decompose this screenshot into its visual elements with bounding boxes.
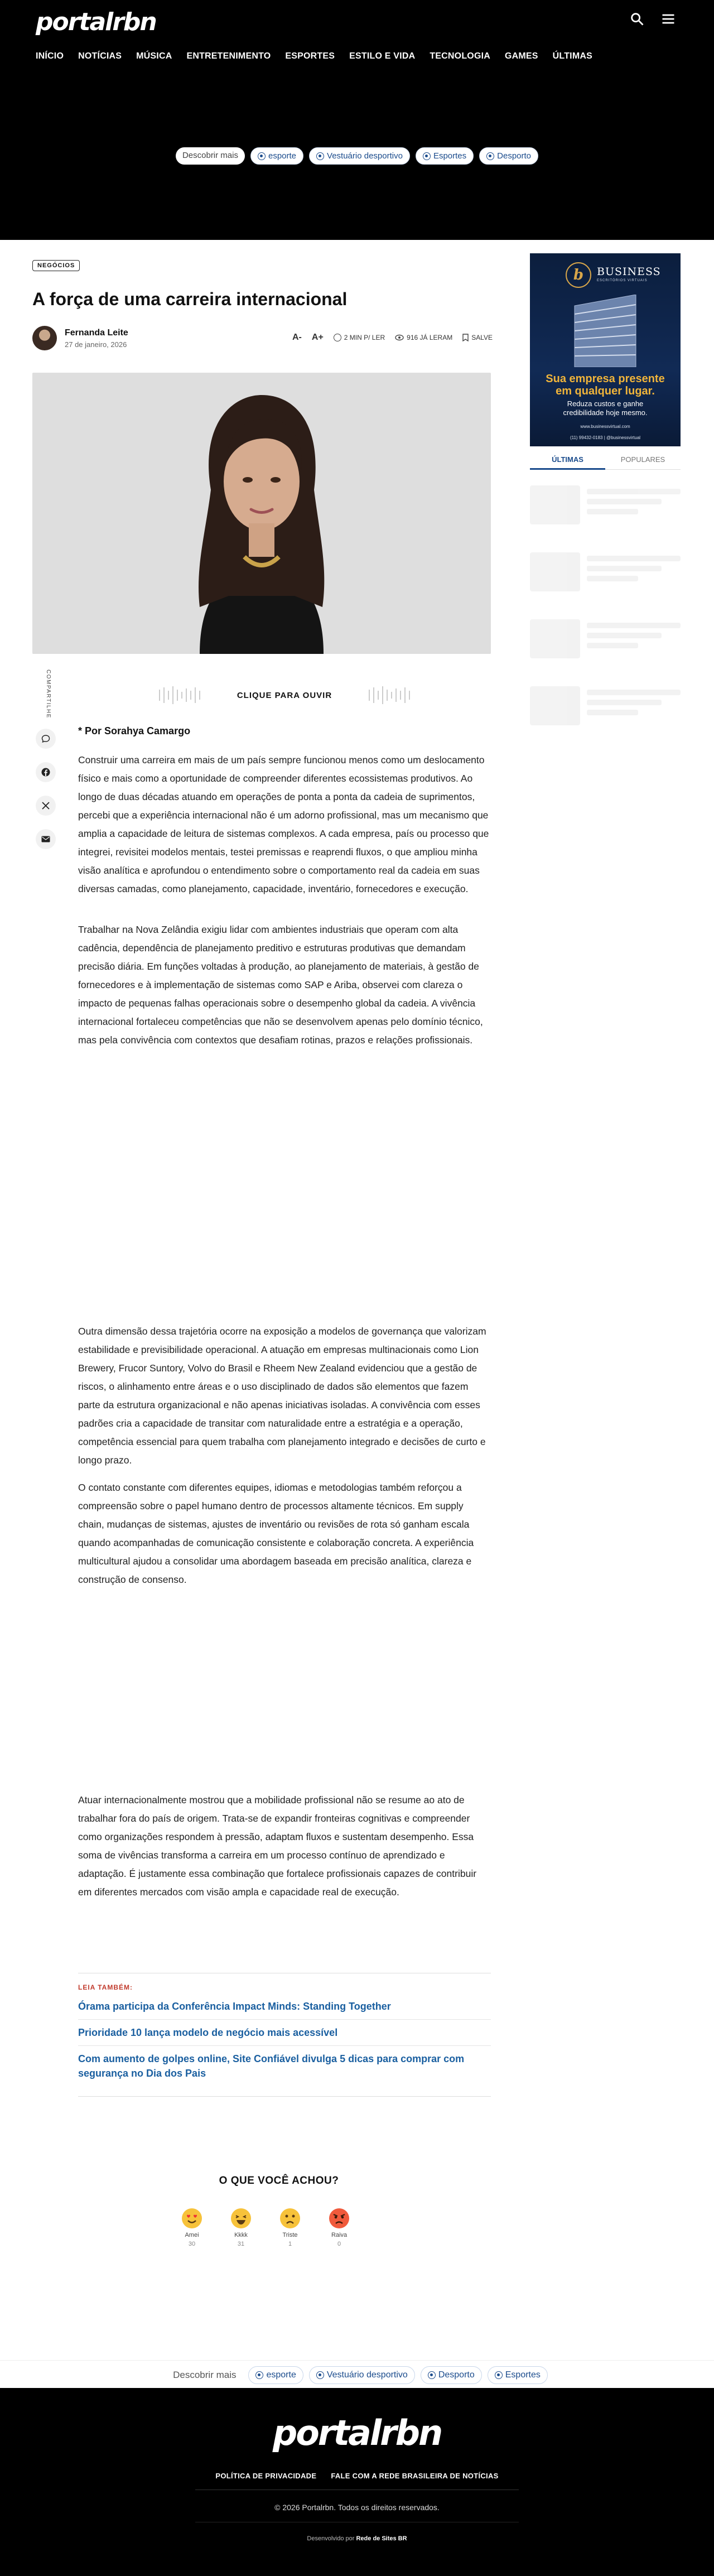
font-increase-button[interactable]: A+ <box>311 333 324 342</box>
article-title: A força de uma carreira internacional <box>32 289 348 309</box>
tab-ultimas[interactable]: ÚLTIMAS <box>530 451 605 470</box>
listen-audio-button[interactable] <box>156 684 413 706</box>
contact-link[interactable]: FALE COM A REDE BRASILEIRA DE NOTÍCIAS <box>331 2472 499 2480</box>
clock-icon <box>334 334 341 341</box>
laugh-emoji-icon <box>231 2208 251 2228</box>
email-icon <box>41 836 50 842</box>
reaction-love[interactable]: Amei 30 <box>178 2208 205 2247</box>
discover-chip[interactable]: Vestuário desportivo <box>309 2366 415 2384</box>
ad-brand: BUSINESS <box>597 266 661 278</box>
footer-logo[interactable]: portalrbn <box>272 2413 442 2453</box>
comment-icon <box>41 734 50 743</box>
discover-chip[interactable]: Desporto <box>479 147 538 165</box>
site-logo[interactable]: portalrbn <box>36 8 156 36</box>
sidebar-tabs <box>530 451 681 470</box>
publish-date: 27 de janeiro, 2026 <box>65 340 127 349</box>
article-paragraph: O contato constante com diferentes equipes, idiomas e metodologias também reforçou a compreensão sobre o papel humano dentro de processos altamente técnicos. Em supply chain, mudanças de sistemas, ajustes de inventário ou revisões de rota só ganham escala quando acompanhadas de comunicação consistente e colaboração concreta. A experiência multicultural ajudou a consolidar uma abordagem baseada em precisão analítica, clareza e construção de consenso. <box>78 1482 474 1585</box>
nav-item-inicio[interactable]: INÍCIO <box>36 51 64 61</box>
nav-item-noticias[interactable]: NOTÍCIAS <box>78 51 122 61</box>
discover-chip[interactable]: Vestuário desportivo <box>309 147 410 165</box>
share-label: COMPARTILHE <box>45 670 51 719</box>
font-decrease-button[interactable]: A- <box>292 333 302 342</box>
site-header <box>0 0 714 240</box>
reaction-laugh[interactable]: Kkkk 31 <box>228 2208 254 2247</box>
portrait-illustration <box>32 373 491 654</box>
share-email-button[interactable] <box>36 829 56 849</box>
author-name[interactable]: Fernanda Leite <box>65 328 128 338</box>
sidebar-news-placeholder <box>530 686 681 731</box>
nav-item-tecnologia[interactable]: TECNOLOGIA <box>430 51 490 61</box>
nav-item-musica[interactable]: MÚSICA <box>136 51 172 61</box>
discover-chip[interactable]: esporte <box>248 2366 303 2384</box>
sad-emoji-icon <box>280 2208 300 2228</box>
copyright: © 2026 Portalrbn. Todos os direitos reservados. <box>274 2503 440 2512</box>
discover-more-bar <box>0 147 714 165</box>
share-facebook-button[interactable] <box>36 762 56 782</box>
x-icon <box>42 802 50 810</box>
ad-url: www.businessvirtual.com <box>580 424 630 429</box>
bottom-discover-bar <box>0 2360 714 2390</box>
discover-chip[interactable]: Esportes <box>416 147 474 165</box>
readers-count: 916 JÁ LERAM <box>395 334 452 341</box>
compass-icon <box>428 2371 436 2379</box>
sidebar-ad[interactable] <box>530 253 681 446</box>
discover-more-label: Descobrir mais <box>176 147 245 165</box>
search-icon[interactable] <box>629 11 645 27</box>
facebook-icon <box>41 768 50 777</box>
sidebar-news-placeholder <box>530 485 681 530</box>
bookmark-icon <box>462 334 469 341</box>
love-emoji-icon <box>182 2208 202 2228</box>
reactions-bar <box>178 2208 353 2247</box>
nav-item-entretenimento[interactable]: ENTRETENIMENTO <box>186 51 271 61</box>
article-paragraph: Outra dimensão dessa trajetória ocorre na exposição a modelos de governança que valorizam estabilidade e previsibilidade operacional. A atuação em empresas multinacionais como Lion Brewery, Frucor Suntory, Volvo do Brasil e Rheem New Zealand evidenciou que a gestão de riscos, o alinhamento entre áreas e o uso disciplinado de dados são elementos que fazem parte da estrutura organizacional e não apenas iniciativas isoladas. A convivência com esses padrões cria a capacidade de transitar com naturalidade entre a estratégia e a operação, competência essencial para quem trabalha com planejamento integrado e decisões de curto e longo prazo. <box>78 1326 486 1466</box>
compass-icon <box>495 2371 503 2379</box>
nav-item-estilo-e-vida[interactable]: ESTILO E VIDA <box>349 51 416 61</box>
developer-link[interactable]: Rede de Sites BR <box>356 2535 407 2542</box>
sidebar-news-placeholder <box>530 619 681 664</box>
compass-icon <box>316 152 324 160</box>
read-more-title: LEIA TAMBÉM: <box>78 1983 133 1991</box>
privacy-policy-link[interactable]: POLÍTICA DE PRIVACIDADE <box>215 2472 317 2480</box>
read-more-link[interactable]: Com aumento de golpes online, Site Confiável divulga 5 dicas para comprar com segurança no Dia dos Pais <box>78 2053 465 2079</box>
share-x-button[interactable] <box>36 796 56 816</box>
ad-logo: b <box>566 262 591 288</box>
discover-chip[interactable]: Desporto <box>421 2366 482 2384</box>
ad-phone: (11) 99432-0183 | @businessvirtual <box>570 435 641 440</box>
site-footer <box>0 2388 714 2576</box>
compass-icon <box>316 2371 324 2379</box>
ad-subbrand: ESCRITÓRIOS VIRTUAIS <box>597 279 648 282</box>
reaction-sad[interactable]: Triste 1 <box>277 2208 303 2247</box>
building-illustration <box>563 295 647 367</box>
read-time: 2 MIN P/ LER <box>334 334 385 341</box>
article-hero-image <box>32 373 491 654</box>
main-nav <box>36 51 607 61</box>
discover-chip[interactable]: Esportes <box>488 2366 548 2384</box>
tab-populares[interactable]: POPULARES <box>605 451 681 470</box>
read-more-box <box>78 1973 491 2097</box>
ad-text: Reduza custos e ganhe credibilidade hoje mesmo. <box>563 399 648 417</box>
hamburger-menu-icon[interactable] <box>660 11 676 27</box>
discover-chip[interactable]: esporte <box>250 147 303 165</box>
article-tools <box>292 333 493 343</box>
read-more-link[interactable]: Prioridade 10 lança modelo de negócio mais acessível <box>78 2025 491 2046</box>
listen-label: CLIQUE PARA OUVIR <box>231 691 337 700</box>
save-button[interactable]: SALVE <box>462 334 493 341</box>
angry-emoji-icon <box>329 2208 349 2228</box>
reaction-angry[interactable]: Raiva 0 <box>326 2208 353 2247</box>
nav-item-games[interactable]: GAMES <box>505 51 538 61</box>
nav-item-esportes[interactable]: ESPORTES <box>285 51 335 61</box>
footer-links <box>0 2472 714 2480</box>
article-paragraph: Trabalhar na Nova Zelândia exigiu lidar com ambientes industriais que operam com alta cadência, dependência de planejamento preditivo e estruturas produtivas que demandam precisão diária. Em funções voltadas à produção, ao planejamento de materiais, à gestão de fornecedores e à implementação de sistemas como SAP e Ariba, observei com clareza o impacto de pequenas falhas operacionais sobre o desempenho global da cadeia. A vivência internacional fortaleceu competências que não se desenvolvem apenas pelo domínio técnico, mas pela convivência com contextos que desafiam rotinas, prazos e relações profissionais. <box>78 924 483 1046</box>
author-avatar <box>32 326 57 350</box>
compass-icon <box>423 152 431 160</box>
compass-icon <box>486 152 494 160</box>
compass-icon <box>255 2371 263 2379</box>
read-more-link[interactable]: Órama participa da Conferência Impact Minds: Standing Together <box>78 1999 491 2020</box>
category-badge[interactable]: NEGÓCIOS <box>32 260 80 271</box>
discover-more-label: Descobrir mais <box>173 2370 237 2380</box>
ad-headline: Sua empresa presente em qualquer lugar. <box>546 373 665 397</box>
eye-icon <box>395 334 404 341</box>
sidebar-news-placeholder <box>530 552 681 597</box>
article-paragraph: Atuar internacionalmente mostrou que a mobilidade profissional não se resume ao ato de trabalhar fora do país de origem. Trata-se de expandir fronteiras cognitivas e compreender como organizações respondem à pressão, adaptam fluxos e sustentam desempenho. Essa soma de vivências transforma a carreira em um processo contínuo de aprendizado e adaptação. É justamente essa combinação que fortalece profissionais capazes de contribuir em diferentes mercados com visão ampla e capacidade real de execução. <box>78 1794 477 1898</box>
nav-item-ultimas[interactable]: ÚLTIMAS <box>552 51 592 61</box>
developer-credit: Desenvolvido por Rede de Sites BR <box>307 2535 407 2542</box>
article-byline: * Por Sorahya Camargo <box>78 725 191 736</box>
share-comment-button[interactable] <box>36 729 56 749</box>
reactions-title: O QUE VOCÊ ACHOU? <box>219 2175 339 2187</box>
compass-icon <box>258 152 266 160</box>
article-paragraph: Construir uma carreira em mais de um país sempre funcionou menos como um deslocamento físico e mais como a oportunidade de compreender diferentes ecossistemas produtivos. Ao longo de duas décadas atuando em operações de ponta a ponta da cadeia de suprimentos, percebi que a experiência internacional não é um adorno profissional, mas um mecanismo que amplia a capacidade de leitura de sistemas complexos. A cada empresa, país ou processo que integrei, revisitei modelos mentais, testei premissas e reaprendi fluxos, o que ampliou minha visão analítica e aprofundou o entendimento sobre o comportamento real da cadeia em suas diversas camadas, como planejamento, capacidade, inventário, fornecedores e execução. <box>78 754 489 894</box>
